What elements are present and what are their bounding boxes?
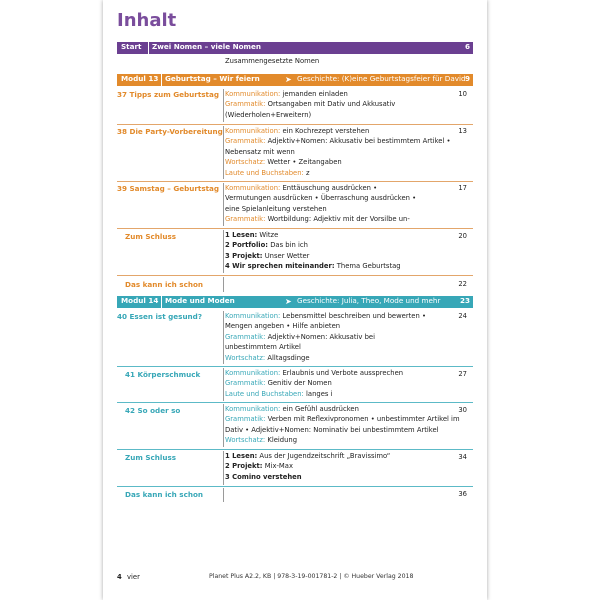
column-divider	[223, 126, 224, 179]
item-text: Thema Geburtstag	[336, 262, 401, 271]
column-divider	[223, 368, 224, 401]
item-label: 2 Projekt:	[225, 462, 263, 471]
grammatik-text-cont: Nebensatz mit wenn	[225, 147, 295, 156]
grammatik-text: Ortsangaben mit Dativ und Akkusativ	[267, 100, 396, 109]
kommunikation-text-cont: eine Spielanleitung verstehen	[225, 204, 327, 213]
modul14-page-number: 23	[459, 296, 470, 305]
lesson-41-title: 41 Körperschmuck	[125, 370, 201, 379]
lesson-39-title: 39 Samstag – Geburtstag	[117, 184, 220, 193]
lesson-39-content	[225, 183, 445, 225]
grammatik-text: Adjektiv+Nomen: Akkusativ bei bestimmtem Artikel •	[267, 137, 451, 146]
lesson-37-title: 37 Tipps zum Geburtstag	[117, 90, 219, 99]
schluss14-page: 34	[458, 453, 467, 461]
lesson-39-page: 17	[458, 184, 467, 192]
kann14-page: 36	[458, 490, 467, 498]
footer-page-number: 4	[117, 573, 122, 581]
lesson-37-content	[225, 89, 445, 120]
start-page-number: 6	[464, 42, 470, 51]
page-footer	[117, 573, 473, 583]
lesson-38-title: 38 Die Party-Vorbereitung	[117, 127, 223, 136]
arrow-right-icon: ➤	[285, 297, 292, 306]
wortschatz-text: Wetter • Zeitangaben	[267, 158, 342, 167]
kommunikation-text: Lebensmittel beschreiben und bewerten •	[282, 312, 426, 320]
start-subtitle-block	[225, 56, 445, 66]
kommunikation-text-cont: Mengen angeben • Hilfe anbieten	[225, 322, 341, 331]
row-divider	[117, 402, 473, 403]
grammatik-label: Grammatik:	[225, 332, 266, 341]
grammatik-label: Grammatik:	[225, 137, 266, 146]
schluss13-content	[225, 230, 445, 272]
page-title: Inhalt	[117, 10, 177, 31]
wortschatz-text: Kleidung	[267, 436, 298, 445]
kommunikation-text: Enttäuschung ausdrücken •	[282, 184, 378, 192]
grammatik-text: Adjektiv+Nomen: Akkusativ bei	[267, 332, 375, 341]
item-label: 4 Wir sprechen miteinander:	[225, 262, 335, 271]
item-text: Das bin ich	[270, 241, 308, 250]
lesson-42-content	[225, 404, 460, 446]
wortschatz-label: Wortschatz:	[225, 436, 266, 445]
kommunikation-label: Kommunikation:	[225, 312, 281, 320]
lesson-40-content	[225, 311, 445, 363]
grammatik-label: Grammatik:	[225, 415, 266, 424]
modul13-header-bar	[117, 74, 473, 86]
kommunikation-text: jemanden einladen	[282, 90, 348, 98]
modul14-title: Mode und Moden	[165, 296, 235, 305]
column-divider	[223, 183, 224, 226]
item-text: Aus der Jugendzeitschrift „Bravissimo“	[259, 452, 391, 460]
grammatik-label: Grammatik:	[225, 215, 266, 224]
column-divider	[223, 89, 224, 122]
lesson-41-page: 27	[458, 370, 467, 378]
kommunikation-text: Erlaubnis und Verbote aussprechen	[282, 369, 404, 377]
laute-text: z	[306, 168, 310, 177]
wortschatz-label: Wortschatz:	[225, 353, 266, 362]
kommunikation-text-cont: Vermutungen ausdrücken • Überraschung ausdrücken •	[225, 194, 417, 203]
schluss13-title: Zum Schluss	[125, 232, 177, 241]
modul13-title: Geburtstag – Wir feiern	[165, 74, 260, 83]
kommunikation-text: ein Gefühl ausdrücken	[282, 405, 359, 413]
column-divider	[223, 311, 224, 364]
grammatik-text-cont: unbestimmtem Artikel	[225, 343, 301, 352]
lesson-38-page: 13	[458, 127, 467, 135]
footer-credit: Planet Plus A2.2, KB | 978-3-19-001781-2 | © Hueber Verlag 2018	[209, 573, 414, 580]
grammatik-text: Wortbildung: Adjektiv mit der Vorsilbe un-	[267, 215, 410, 224]
schluss14-content	[225, 451, 445, 482]
wortschatz-text: Alltagsdinge	[267, 353, 310, 362]
lesson-41-content	[225, 368, 445, 399]
row-divider	[117, 181, 473, 182]
kann13-page: 22	[458, 280, 467, 288]
start-header-bar	[117, 42, 473, 54]
arrow-right-icon: ➤	[285, 75, 292, 84]
lesson-40-page: 24	[458, 312, 467, 320]
grammatik-label: Grammatik:	[225, 379, 266, 388]
lesson-42-page: 30	[458, 406, 467, 414]
item-label: 2 Portfolio:	[225, 241, 269, 250]
grammatik-text-cont: (Wiederholen+Erweitern)	[225, 110, 312, 119]
column-divider	[223, 230, 224, 273]
modul13-label: Modul 13	[121, 74, 159, 83]
footer-page-word: vier	[127, 573, 140, 581]
start-title: Zwei Nomen – viele Nomen	[152, 42, 262, 51]
grammatik-text-cont: Dativ • Adjektiv+Nomen: Nominativ bei unbestimmtem Artikel	[225, 425, 439, 434]
item-label: 3 Comino verstehen	[225, 472, 302, 481]
row-divider	[117, 449, 473, 450]
bar-divider	[161, 74, 162, 86]
grammatik-text: Verben mit Reflexivpronomen • unbestimmter Artikel im	[267, 415, 460, 424]
lesson-42-title: 42 So oder so	[125, 406, 181, 415]
lesson-38-content	[225, 126, 451, 178]
kann14-title: Das kann ich schon	[125, 490, 204, 499]
item-text: Mix-Max	[264, 462, 293, 471]
column-divider	[223, 451, 224, 485]
laute-text: langes i	[306, 389, 333, 398]
row-divider	[117, 228, 473, 229]
grammatik-text: Genitiv der Nomen	[267, 379, 332, 388]
lesson-40-title: 40 Essen ist gesund?	[117, 312, 202, 321]
start-subtitle: Zusammengesetzte Nomen	[225, 57, 320, 65]
column-divider	[223, 404, 224, 447]
start-label: Start	[121, 42, 142, 51]
modul14-label: Modul 14	[121, 296, 159, 305]
laute-label: Laute und Buchstaben:	[225, 168, 304, 177]
toc-page	[103, 0, 487, 600]
laute-label: Laute und Buchstaben:	[225, 389, 304, 398]
schluss14-title: Zum Schluss	[125, 453, 177, 462]
modul13-page-number: 9	[464, 74, 470, 83]
modul14-story: Geschichte: Julia, Theo, Mode und mehr	[297, 296, 441, 305]
schluss13-page: 20	[458, 232, 467, 240]
row-divider	[117, 275, 473, 276]
row-divider	[117, 486, 473, 487]
wortschatz-label: Wortschatz:	[225, 158, 266, 167]
item-text: Unser Wetter	[264, 251, 310, 260]
kommunikation-label: Kommunikation:	[225, 90, 281, 98]
item-label: 3 Projekt:	[225, 251, 263, 260]
item-label: 1 Lesen:	[225, 231, 258, 239]
column-divider	[223, 277, 224, 292]
row-divider	[117, 124, 473, 125]
kommunikation-label: Kommunikation:	[225, 184, 281, 192]
bar-divider	[148, 42, 149, 54]
item-label: 1 Lesen:	[225, 452, 258, 460]
row-divider	[117, 366, 473, 367]
kommunikation-label: Kommunikation:	[225, 127, 281, 135]
kommunikation-text: ein Kochrezept verstehen	[282, 127, 370, 135]
kommunikation-label: Kommunikation:	[225, 369, 281, 377]
grammatik-label: Grammatik:	[225, 100, 266, 109]
item-text: Witze	[259, 231, 279, 239]
kommunikation-label: Kommunikation:	[225, 405, 281, 413]
kann13-title: Das kann ich schon	[125, 280, 204, 289]
lesson-37-page: 10	[458, 90, 467, 98]
modul13-story: Geschichte: (K)eine Geburtstagsfeier für David	[297, 74, 466, 83]
modul14-header-bar	[117, 296, 473, 308]
bar-divider	[161, 296, 162, 308]
column-divider	[223, 488, 224, 502]
